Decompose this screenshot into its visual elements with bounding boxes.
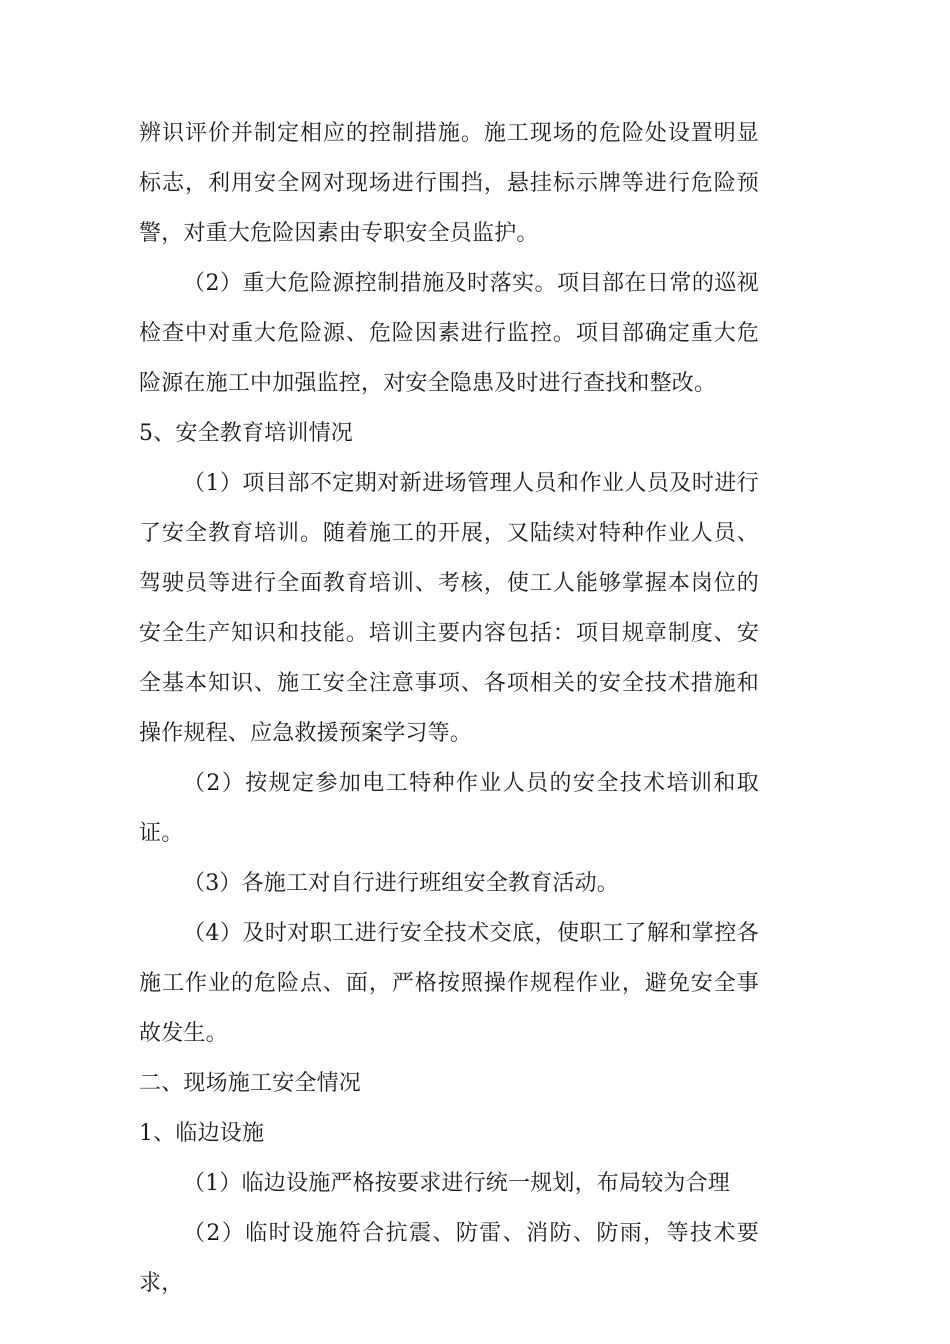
paragraph-edge-item-1: （1）临边设施严格按要求进行统一规划，布局较为合理 (183, 1171, 730, 1196)
document-body (139, 109, 759, 1309)
section-heading-site-safety: 二、现场施工安全情况 (139, 1071, 362, 1096)
paragraph-training-item-2: （2）按规定参加电工特种作业人员的安全技术培训和取证。 (139, 771, 759, 846)
paragraph-training-item-3: （3）各施工对自行进行班组安全教育活动。 (183, 871, 619, 896)
paragraph-training-item-1: （1）项目部不定期对新进场管理人员和作业人员及时进行了安全教育培训。随着施工的开展，又陆续对特种作业人员、驾驶员等进行全面教育培训、考核，使工人能够掌握本岗位的安全生产知识和技能。培训主要内容包括：项目规章制度、安全基本知识、施工安全注意事项、各项相关的安全技术措施和操作规程、应急救援预案学习等。 (139, 471, 759, 746)
section-heading-safety-training: 5、安全教育培训情况 (139, 421, 353, 446)
paragraph-hazard-identification: 辨识评价并制定相应的控制措施。施工现场的危险处设置明显标志，利用安全网对现场进行围挡，悬挂标示牌等进行危险预警，对重大危险因素由专职安全员监护。 (139, 121, 759, 246)
paragraph-edge-item-2: （2）临时设施符合抗震、防雷、消防、防雨，等技术要求， (139, 1221, 759, 1296)
paragraph-major-hazard-control: （2）重大危险源控制措施及时落实。项目部在日常的巡视检查中对重大危险源、危险因素进行监控。项目部确定重大危险源在施工中加强监控，对安全隐患及时进行查找和整改。 (139, 271, 759, 396)
subsection-heading-edge-facilities: 1、临边设施 (139, 1121, 265, 1146)
paragraph-training-item-4: （4）及时对职工进行安全技术交底，使职工了解和掌控各施工作业的危险点、面，严格按照操作规程作业，避免安全事故发生。 (139, 921, 759, 1046)
